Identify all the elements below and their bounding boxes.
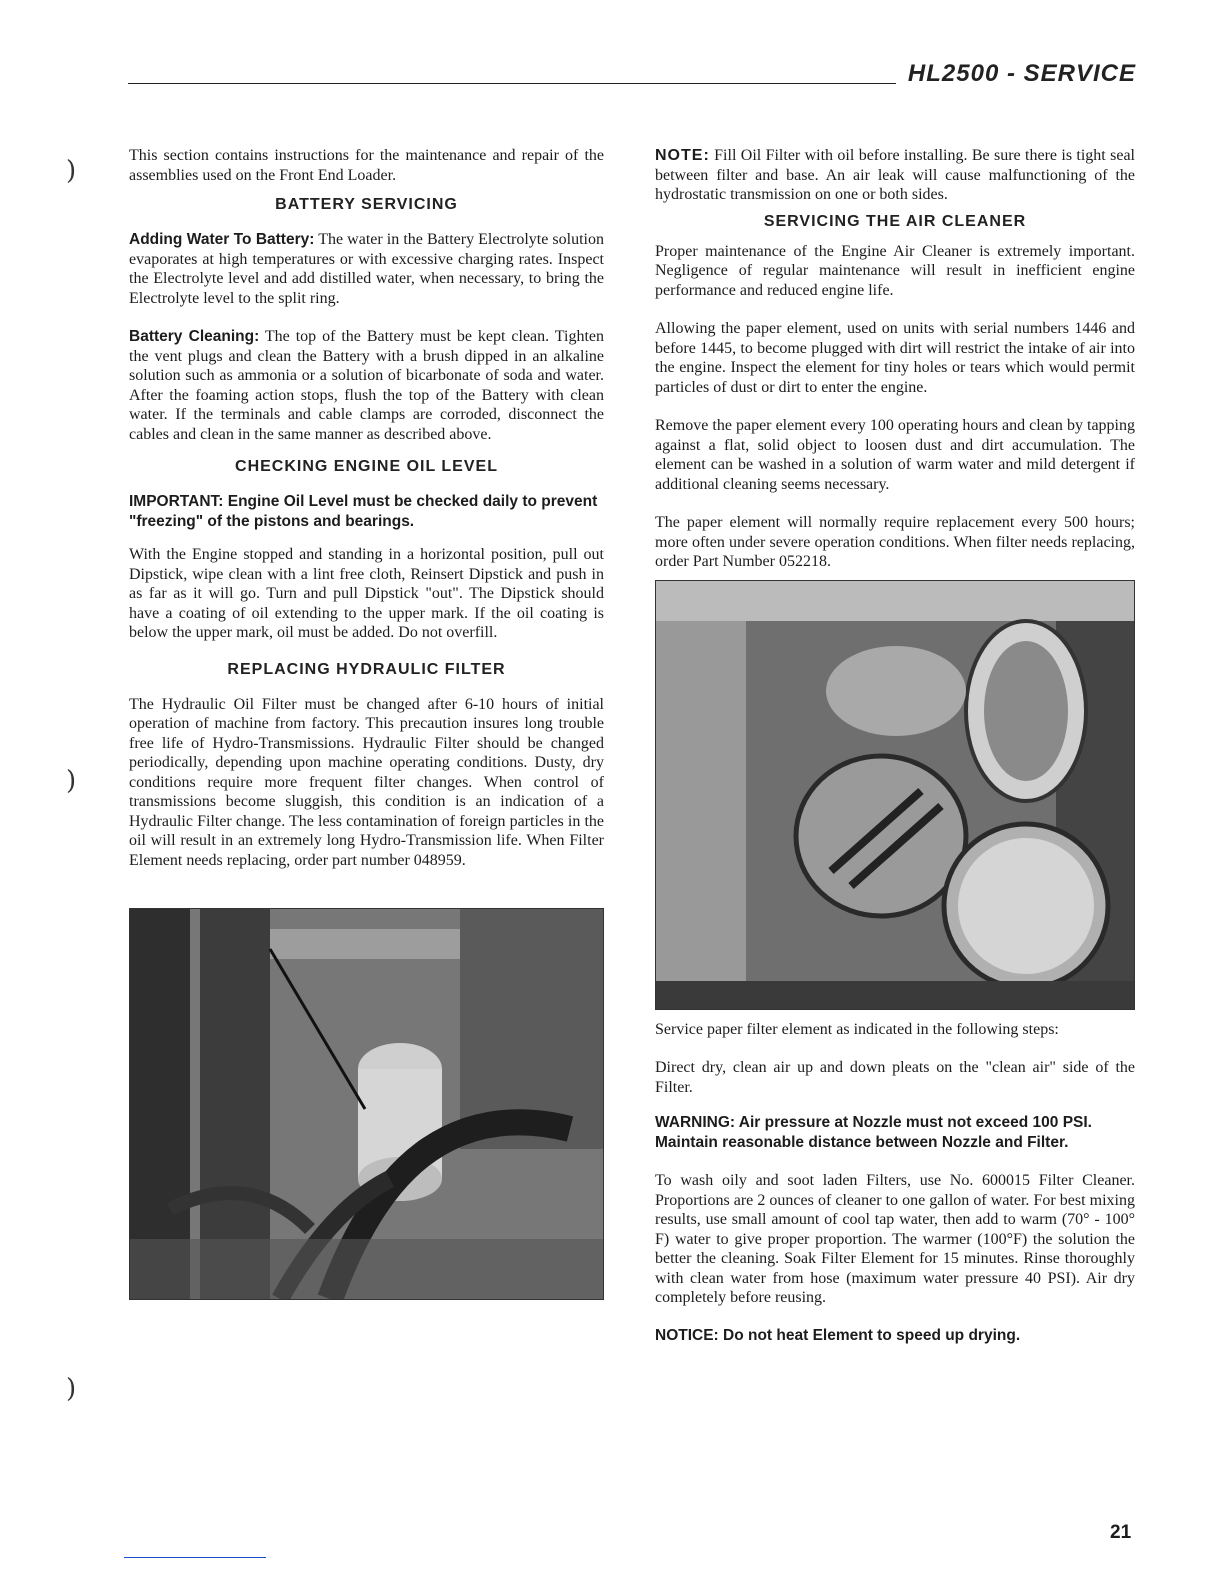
- binding-mark: ): [66, 156, 77, 186]
- battery-cleaning-lead: Battery Cleaning:: [129, 328, 260, 345]
- oil-level-paragraph: With the Engine stopped and standing in a horizontal position, pull out Dipstick, wipe clean with a lint free cloth, Reinsert Dipstick and push in as far as it will go. Turn and pull Dipstick "out". The Dipstick should have a coating of oil extending to the upper mark. If the oil coating is below the upper mark, oil must be added. Do not overfill.: [129, 546, 604, 641]
- air-cleaner-paragraph-1: Proper maintenance of the Engine Air Cleaner is extremely important. Negligence of regular maintenance will result in inefficient engine performance and reduced engine life.: [655, 242, 1135, 299]
- left-column: [129, 146, 604, 1300]
- notice-note: NOTICE: Do not heat Element to speed up drying.: [655, 1326, 1021, 1344]
- battery-servicing-heading: BATTERY SERVICING: [275, 196, 458, 213]
- step-1-paragraph: Direct dry, clean air up and down pleats on the "clean air" side of the Filter.: [655, 1059, 1135, 1096]
- header-rule: [128, 83, 896, 84]
- binding-mark: ): [66, 766, 77, 796]
- footer-line: [124, 1557, 266, 1558]
- hydraulic-filter-paragraph: The Hydraulic Oil Filter must be changed after 6-10 hours of initial operation of machine from factory. This precaution insures long trouble free life of Hydro-Transmissions. Hydraulic Filter should be changed periodically, depending upon machine operating conditions. Dusty, dry conditions require more frequent filter changes. When control of transmissions become sluggish, this condition is an indication of a Hydraulic Filter change. The less contamination of foreign particles in the oil will result in an extremely long Hydro-Transmission life. When Filter Element needs replacing, order part number 048959.: [129, 695, 604, 869]
- air-cleaner-heading: SERVICING THE AIR CLEANER: [763, 212, 1027, 230]
- engine-oil-heading: CHECKING ENGINE OIL LEVEL: [235, 458, 498, 475]
- hydraulic-filter-photo: [129, 908, 604, 1300]
- air-cleaner-paragraph-2: Allowing the paper element, used on units with serial numbers 1446 and before 1445, to become plugged with dirt will restrict the intake of air into the engine. Inspect the element for tiny holes or tears which would permit particles of dust or dirt to enter the engine.: [655, 320, 1135, 396]
- warning-note: WARNING: Air pressure at Nozzle must not exceed 100 PSI. Maintain reasonable distance between Nozzle and Filter.: [655, 1114, 1092, 1151]
- important-note: IMPORTANT: Engine Oil Level must be checked daily to prevent "freezing" of the pistons and bearings.: [129, 493, 598, 530]
- hydraulic-filter-illustration: [130, 909, 603, 1299]
- air-cleaner-paragraph-4: The paper element will normally require replacement every 500 hours; more often under severe operation conditions. When filter needs replacing, order Part Number 052218.: [655, 514, 1135, 570]
- note-lead: NOTE:: [655, 147, 710, 164]
- air-cleaner-photo: [655, 580, 1135, 1010]
- adding-water-lead: Adding Water To Battery:: [129, 231, 315, 248]
- binding-mark: ): [66, 1374, 77, 1404]
- adding-water-paragraph: [129, 230, 604, 308]
- intro-paragraph: This section contains instructions for the maintenance and repair of the assemblies used on the Front End Loader.: [129, 147, 604, 184]
- air-cleaner-illustration: [656, 581, 1134, 1009]
- battery-cleaning-text: The top of the Battery must be kept clean. Tighten the vent plugs and clean the Battery with a brush dipped in an alkaline solution such as ammonia or a solution of bicarbonate of soda and water. After the foaming action stops, flush the top of the Battery with clean water. If the terminals and cable clamps are corroded, disconnect the cables and clean in the same manner as described above.: [129, 328, 604, 443]
- adding-water-text: The water in the Battery Electrolyte solution evaporates at high temperatures or with excessive charging rates. Inspect the Electrolyte level and add distilled water, when necessary, to bring the Electrolyte level to the split ring.: [129, 231, 604, 307]
- air-cleaner-paragraph-3: Remove the paper element every 100 operating hours and clean by tapping against a flat, solid object to loosen dust and dirt accumulation. The element can be washed in a solution of warm water and mild detergent if additional cleaning seems necessary.: [655, 417, 1135, 493]
- steps-intro-paragraph: Service paper filter element as indicated in the following steps:: [655, 1020, 1059, 1038]
- washing-paragraph: To wash oily and soot laden Filters, use No. 600015 Filter Cleaner. Proportions are 2 ounces of cleaner to one gallon of water. For best mixing results, use small amount of cool tap water, then add to warm (70° - 100° F) water to give proper proportion. The warmer (100°F) the solution the better the cleaning. Soak Filter Element for 15 minutes. Rinse thoroughly with clean water from hose (maximum water pressure 40 PSI). Air dry completely before reusing.: [655, 1172, 1135, 1306]
- note-text: Fill Oil Filter with oil before installing. Be sure there is tight seal between filter and base. An air leak will cause malfunctioning of the hydrostatic transmission on one or both sides.: [655, 147, 1135, 203]
- hydraulic-filter-heading: REPLACING HYDRAULIC FILTER: [227, 660, 506, 678]
- note-paragraph: [655, 146, 1135, 205]
- page-header-title: HL2500 - SERVICE: [907, 60, 1136, 87]
- battery-cleaning-paragraph: [129, 327, 604, 444]
- page-number: 21: [1110, 1522, 1132, 1543]
- right-column: [655, 146, 1135, 1345]
